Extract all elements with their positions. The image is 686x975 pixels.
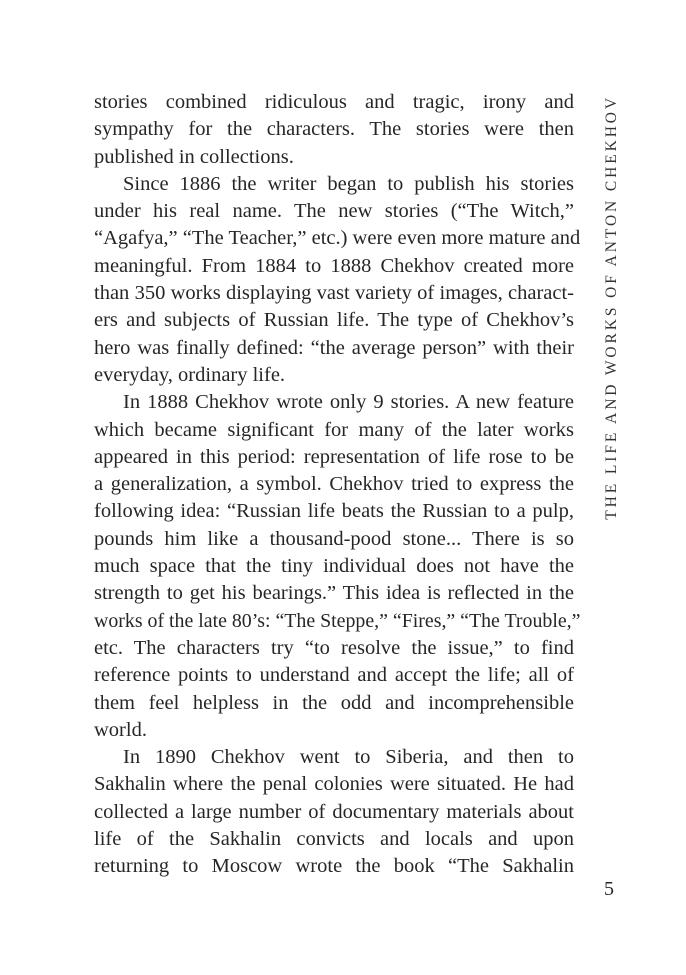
text-line: In 1890 Chekhov went to Siberia, and then to [123,746,574,769]
text-line: them feel helpless in the odd and incomprehensible [94,691,574,714]
text-line: “Agafya,” “The Teacher,” etc.) were even more mature and [94,227,581,250]
text-line: strength to get his bearings.” This idea is reflected in the [94,582,574,605]
text-line: appeared in this period: representation of life rose to be [94,445,574,468]
text-line: ers and subjects of Russian life. The type of Chekhov’s [94,309,574,332]
text-line: In 1888 Chekhov wrote only 9 stories. A new feature [123,391,574,414]
paragraph [94,389,581,744]
text-line: under his real name. The new stories (“The Witch,” [94,200,574,223]
text-line: sympathy for the characters. The stories were then [94,118,574,141]
text-line: Since 1886 the writer began to publish his stories [123,172,574,195]
text-line: which became significant for many of the later works [94,418,574,441]
text-line: following idea: “Russian life beats the Russian to a pulp, [94,500,574,523]
text-line: etc. The characters try “to resolve the issue,” to find [94,636,574,659]
text-line: stories combined ridiculous and tragic, irony and [94,91,574,113]
page-number: 5 [604,878,614,900]
text-line: hero was finally defined: “the average person” with their [94,336,574,359]
text-line: than 350 works displaying vast variety of images, charact- [94,282,574,305]
running-head [598,94,626,520]
text-line: published in collections. [94,145,294,168]
running-head-text: THE LIFE AND WORKS OF ANTON CHEKHOV [603,94,620,520]
text-line: reference points to understand and accept the life; all of [94,664,574,687]
text-line: everyday, ordinary life. [94,363,286,386]
text-line: life of the Sakhalin convicts and locals and upon [94,828,574,851]
body-text [94,89,581,881]
text-line: returning to Moscow wrote the book “The Sakhalin [94,855,574,878]
text-line: much space that the tiny individual does not have the [94,555,574,578]
text-line: pounds him like a thousand-pood stone... There is so [94,527,574,550]
paragraph [94,744,574,880]
text-line: world. [94,718,147,741]
text-line: Sakhalin where the penal colonies were situated. He had [94,773,574,796]
text-line: meaningful. From 1884 to 1888 Chekhov created more [94,254,574,277]
text-line: works of the late 80’s: “The Steppe,” “Fires,” “The Trouble,” [94,609,581,632]
paragraph [94,171,581,389]
text-line: collected a large number of documentary materials about [94,800,574,823]
paragraph [94,89,574,171]
text-line: a generalization, a symbol. Chekhov tried to express the [94,473,574,496]
